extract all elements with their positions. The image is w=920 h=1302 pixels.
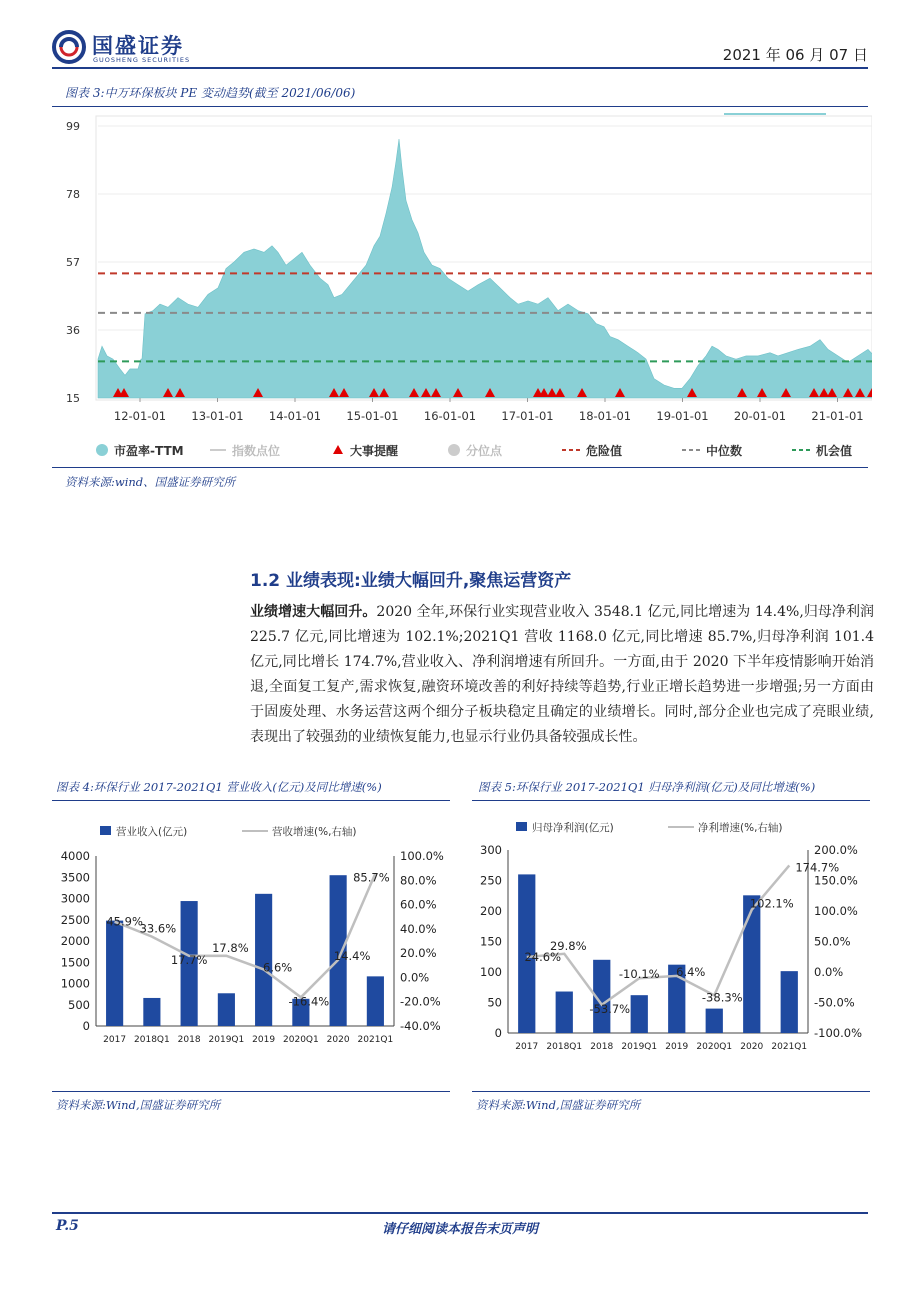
x-tick-label: 2019Q1 [621, 1042, 658, 1052]
x-tick-label: 2020 [326, 1035, 350, 1045]
left-tick-label: 4000 [60, 849, 90, 863]
left-tick-label: 0 [82, 1019, 90, 1033]
figure4-bottom-rule [52, 1091, 450, 1092]
growth-label: 174.7% [795, 860, 840, 875]
left-tick-label: 2500 [60, 912, 90, 927]
figure3-top-rule [52, 106, 868, 107]
right-tick-label: 0.0% [814, 965, 844, 979]
pe-xtick-label: 15-01-01 [346, 409, 399, 423]
figure5-caption: 图表 5:环保行业 2017-2021Q1 归母净利润(亿元)及同比增速(%) [478, 780, 816, 794]
section-paragraph [250, 600, 874, 750]
growth-label: 6.6% [263, 960, 293, 975]
pe-ytick-label: 99 [66, 120, 80, 133]
growth-label: 17.7% [170, 952, 208, 967]
growth-label: -53.7% [589, 1001, 631, 1016]
growth-label: 14.4% [333, 948, 371, 963]
legend-opportunity: 机会值 [816, 444, 853, 458]
figure5-bottom-rule [472, 1091, 870, 1092]
figure3-source: 资料来源:wind、国盛证券研究所 [65, 475, 236, 489]
right-tick-label: 40.0% [400, 921, 437, 936]
right-tick-label: 20.0% [400, 946, 437, 961]
x-tick-label: 2017 [103, 1035, 127, 1045]
right-tick-label: -50.0% [814, 995, 855, 1010]
brand-name: 国盛证券 [92, 34, 184, 58]
revenue-chart [52, 808, 450, 1088]
growth-label: 24.6% [524, 949, 562, 964]
left-tick-label: 3000 [60, 891, 90, 906]
rev-legend-bar-marker [100, 826, 111, 835]
figure4-top-rule [52, 800, 450, 801]
pe-ytick-label: 15 [66, 392, 80, 405]
paragraph-lead: 业绩增速大幅回升。 [250, 604, 377, 620]
logo-icon [52, 30, 90, 64]
figure3-bottom-rule [52, 467, 868, 468]
bar [631, 995, 648, 1033]
x-tick-label: 2019 [665, 1042, 689, 1052]
pe-xtick-label: 19-01-01 [656, 409, 709, 423]
left-tick-label: 100 [480, 965, 502, 979]
page-number: P.5 [56, 1218, 79, 1234]
x-tick-label: 2020Q1 [283, 1035, 319, 1045]
bar [556, 992, 573, 1033]
report-date: 2021 年 06 月 07 日 [722, 46, 868, 64]
right-tick-label: 150.0% [814, 873, 858, 888]
right-tick-label: 60.0% [400, 897, 437, 912]
x-tick-label: 2020 [740, 1042, 764, 1052]
rev-legend-bar: 营业收入(亿元) [116, 826, 188, 838]
pe-xtick-label: 12-01-01 [113, 409, 167, 423]
x-tick-label: 2018 [177, 1035, 201, 1045]
bar [706, 1009, 723, 1033]
legend-pe-marker [96, 444, 108, 456]
legend-pe: 市盈率-TTM [114, 444, 184, 458]
brand-en: GUOSHENG SECURITIES [93, 56, 191, 64]
growth-label: 17.8% [212, 940, 249, 955]
footer-disclaimer: 请仔细阅读本报告末页声明 [381, 1222, 538, 1237]
legend-quantile-marker [448, 444, 460, 456]
bar [218, 993, 235, 1026]
header-divider [52, 67, 868, 69]
paragraph-body: 2020 全年,环保行业实现营业收入 3548.1 亿元,同比增速为 14.4%,归母净利润 225.7 亿元,同比增速为 102.1%;2021Q1 营收 1168.0 亿元,同比增速 85.7%,归母净利润 101.4 亿元,同比增长 174.7%,营业收入、净利润增速有所回升。一方面,由于 2020 下半年疫情影响开始消退,全面复工复产,需求恢复,融资环境改善的利好持续等趋势,行业正增长趋势进一步增强;另一方面由于固废处理、水务运营这两个细分子板块稳定且确定的业绩增长。同时,部分企业也完成了亮眼业绩,表现出了较强劲的业绩恢复能力,也显示行业仍具备较强成长性。 [250, 604, 874, 745]
net-profit-chart [472, 808, 870, 1088]
bar [106, 921, 123, 1026]
growth-label: -10.1% [618, 967, 660, 982]
x-tick-label: 2019Q1 [208, 1035, 245, 1045]
right-tick-label: 0.0% [400, 970, 430, 985]
legend-index: 指数点位 [232, 444, 281, 458]
pe-legend [96, 443, 852, 458]
pe-chart [52, 110, 872, 470]
right-tick-label: 100.0% [400, 849, 444, 863]
x-tick-label: 2021Q1 [357, 1035, 394, 1045]
figure4-source: 资料来源:Wind,国盛证券研究所 [56, 1098, 221, 1112]
left-tick-label: 300 [480, 843, 502, 857]
left-tick-label: 2000 [60, 934, 90, 948]
pe-xtick-label: 18-01-01 [578, 409, 632, 423]
left-tick-label: 3500 [60, 870, 90, 885]
growth-label: -38.3% [701, 990, 743, 1005]
right-tick-label: -40.0% [400, 1019, 441, 1033]
rev-legend-line: 营收增速(%,右轴) [272, 826, 357, 838]
figure5-source: 资料来源:Wind,国盛证券研究所 [476, 1098, 641, 1112]
x-tick-label: 2018 [590, 1042, 614, 1052]
bar [143, 998, 160, 1026]
pe-ytick-label: 57 [66, 256, 80, 269]
right-tick-label: -20.0% [400, 994, 441, 1009]
left-tick-label: 1000 [60, 976, 90, 991]
right-tick-label: 80.0% [400, 873, 437, 888]
figure5-top-rule [472, 800, 870, 801]
bar [743, 895, 760, 1033]
pe-xtick-label: 14-01-01 [268, 409, 322, 423]
pe-xtick-label: 13-01-01 [191, 409, 244, 423]
legend-danger: 危险值 [586, 444, 623, 458]
x-tick-label: 2020Q1 [696, 1042, 733, 1052]
pe-xtick-label: 20-01-01 [733, 409, 787, 423]
np-legend-bar: 归母净利润(亿元) [532, 822, 614, 834]
legend-event: 大事提醒 [350, 444, 399, 458]
np-legend-line: 净利增速(%,右轴) [698, 822, 783, 834]
figure3-caption: 图表 3:中万环保板块 PE 变动趋势(截至 2021/06/06) [65, 86, 356, 100]
right-tick-label: -100.0% [814, 1026, 862, 1040]
right-tick-label: 100.0% [814, 904, 858, 918]
section-heading: 1.2 业绩表现:业绩大幅回升,聚焦运营资产 [250, 571, 572, 591]
left-tick-label: 250 [480, 873, 502, 888]
bar [367, 976, 384, 1026]
left-tick-label: 50 [487, 995, 502, 1010]
np-legend-bar-marker [516, 822, 527, 831]
x-tick-label: 2018Q1 [134, 1035, 170, 1045]
left-tick-label: 0 [494, 1026, 502, 1040]
growth-label: 45.9% [106, 914, 143, 929]
pe-ytick-label: 36 [66, 324, 80, 337]
legend-quantile: 分位点 [466, 444, 503, 458]
growth-label: 6.4% [676, 964, 706, 979]
pe-xtick-label: 21-01-01 [811, 409, 864, 423]
growth-label: 29.8% [549, 938, 587, 953]
left-tick-label: 150 [480, 934, 502, 949]
growth-label: -16.4% [288, 994, 330, 1009]
pe-xtick-label: 16-01-01 [423, 409, 477, 423]
x-tick-label: 2021Q1 [771, 1042, 808, 1052]
pe-ytick-label: 78 [66, 188, 80, 201]
figure4-caption: 图表 4:环保行业 2017-2021Q1 营业收入(亿元)及同比增速(%) [56, 780, 382, 794]
pe-xtick-label: 17-01-01 [501, 409, 554, 423]
x-tick-label: 2017 [515, 1042, 539, 1052]
growth-label: 85.7% [353, 870, 390, 885]
footer-divider [52, 1212, 868, 1214]
x-tick-label: 2018Q1 [546, 1042, 583, 1052]
legend-median: 中位数 [706, 444, 743, 458]
bar [781, 971, 798, 1033]
growth-label: 102.1% [749, 896, 794, 911]
right-tick-label: 50.0% [814, 934, 851, 949]
legend-event-marker [333, 445, 343, 454]
right-tick-label: 200.0% [814, 843, 858, 857]
left-tick-label: 500 [68, 997, 90, 1012]
x-tick-label: 2019 [252, 1035, 276, 1045]
growth-label: 33.6% [139, 921, 177, 936]
left-tick-label: 200 [480, 904, 502, 918]
left-tick-label: 1500 [60, 955, 90, 970]
